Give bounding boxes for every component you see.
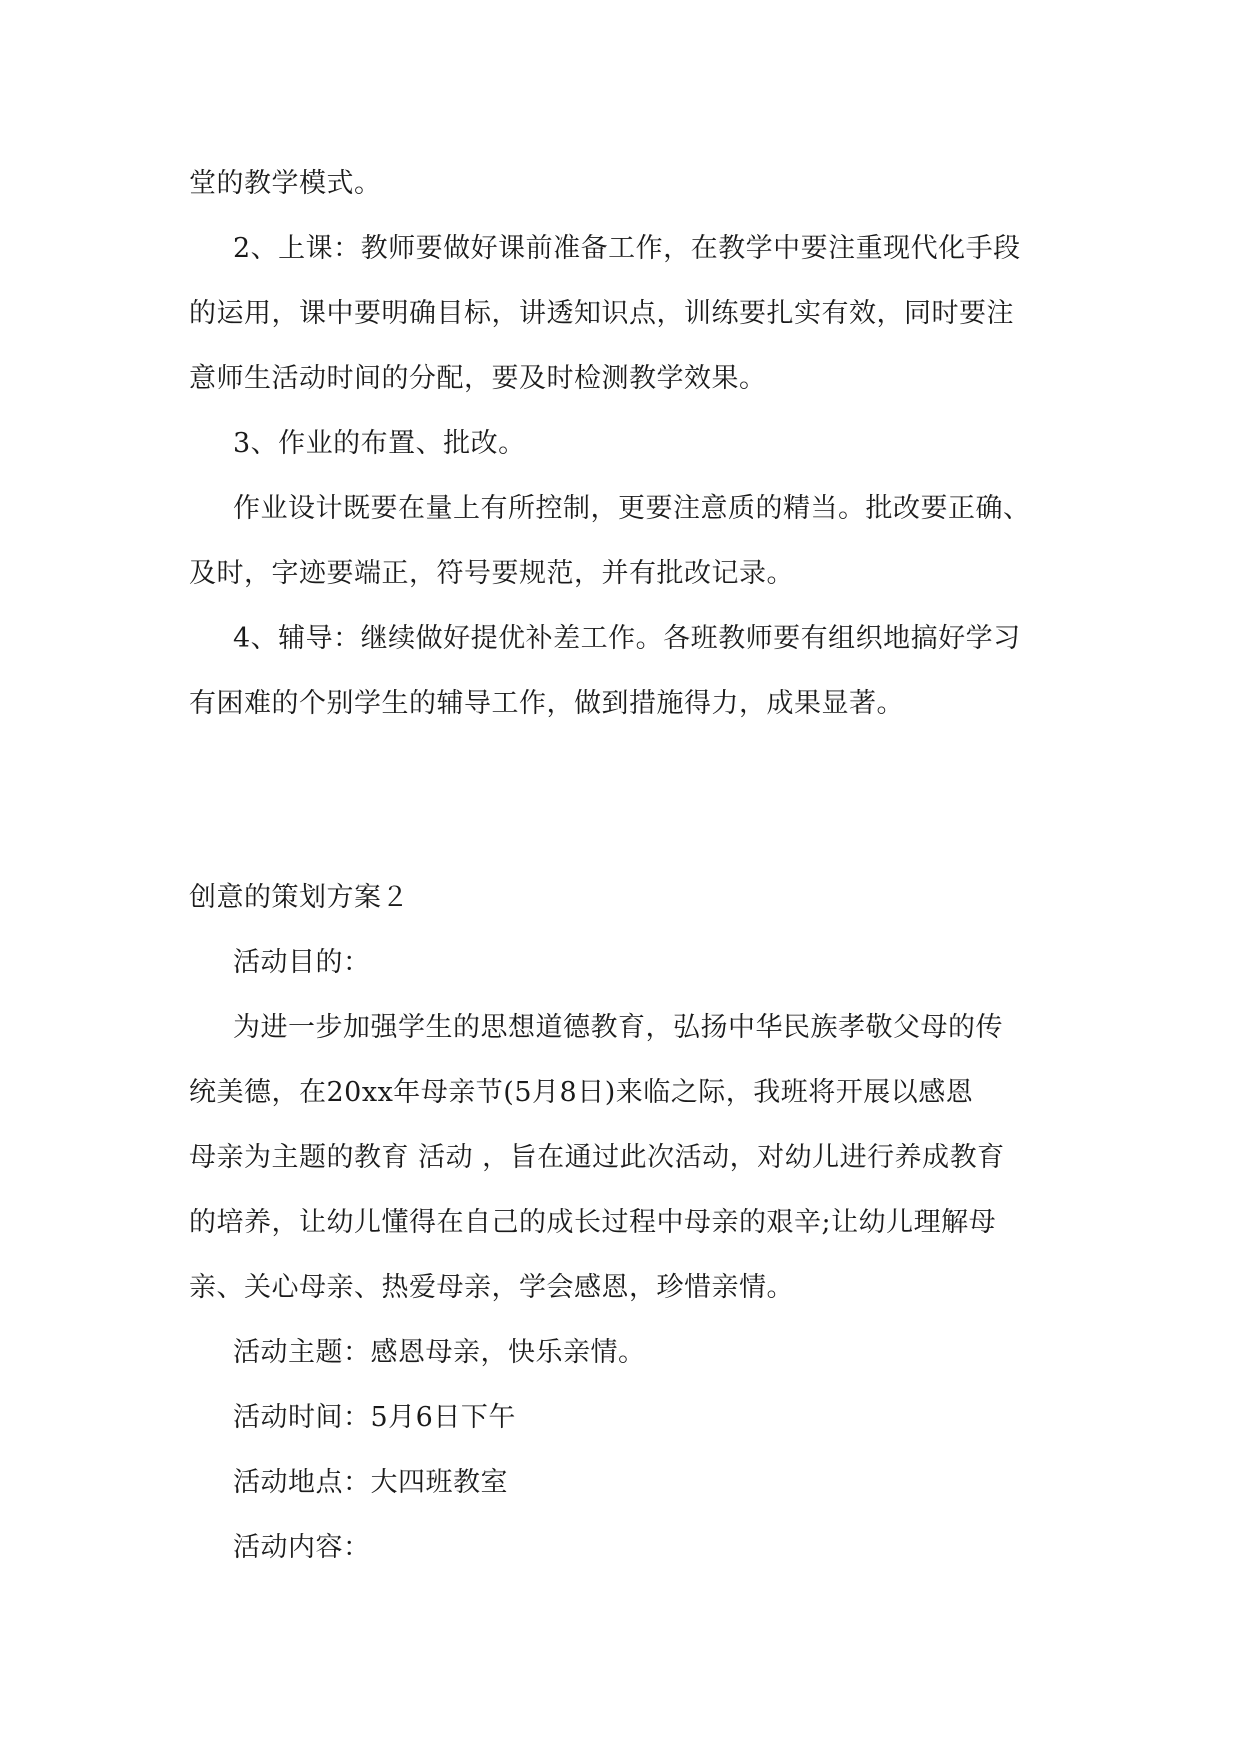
paragraph-line: 为进一步加强学生的思想道德教育，弘扬中华民族孝敬父母的传 [233, 1012, 1003, 1043]
paragraph-line: 3、作业的布置、批改。 [233, 428, 526, 459]
section-title: 创意的策划方案２ [189, 882, 409, 913]
paragraph-line: 4、辅导：继续做好提优补差工作。各班教师要有组织地搞好学习 [233, 623, 1021, 654]
paragraph-line: 活动内容： [233, 1532, 371, 1563]
paragraph-line: 母亲为主题的教育 活动 ，旨在通过此次活动，对幼儿进行养成教育 [189, 1142, 1005, 1173]
paragraph-line: 有困难的个别学生的辅导工作，做到措施得力，成果显著。 [189, 688, 904, 719]
paragraph-line: 统美德，在20xx年母亲节(5月8日)来临之际，我班将开展以感恩 [189, 1077, 974, 1108]
paragraph-line: 堂的教学模式。 [189, 168, 382, 199]
paragraph-line: 活动地点：大四班教室 [233, 1467, 508, 1498]
paragraph-line: 的培养，让幼儿懂得在自己的成长过程中母亲的艰辛;让幼儿理解母 [189, 1207, 997, 1238]
paragraph-line: 2、上课：教师要做好课前准备工作，在教学中要注重现代化手段 [233, 233, 1021, 264]
paragraph-line: 的运用，课中要明确目标，讲透知识点，训练要扎实有效，同时要注 [189, 298, 1014, 329]
paragraph-line: 作业设计既要在量上有所控制，更要注意质的精当。批改要正确、 [233, 493, 1031, 524]
paragraph-line: 亲、关心母亲、热爱母亲，学会感恩，珍惜亲情。 [189, 1272, 794, 1303]
paragraph-line: 活动目的： [233, 947, 371, 978]
paragraph-line: 意师生活动时间的分配，要及时检测教学效果。 [189, 363, 767, 394]
paragraph-line: 活动主题：感恩母亲，快乐亲情。 [233, 1337, 646, 1368]
paragraph-line: 及时，字迹要端正，符号要规范，并有批改记录。 [189, 558, 794, 589]
paragraph-line: 活动时间：5月6日下午 [233, 1402, 516, 1433]
